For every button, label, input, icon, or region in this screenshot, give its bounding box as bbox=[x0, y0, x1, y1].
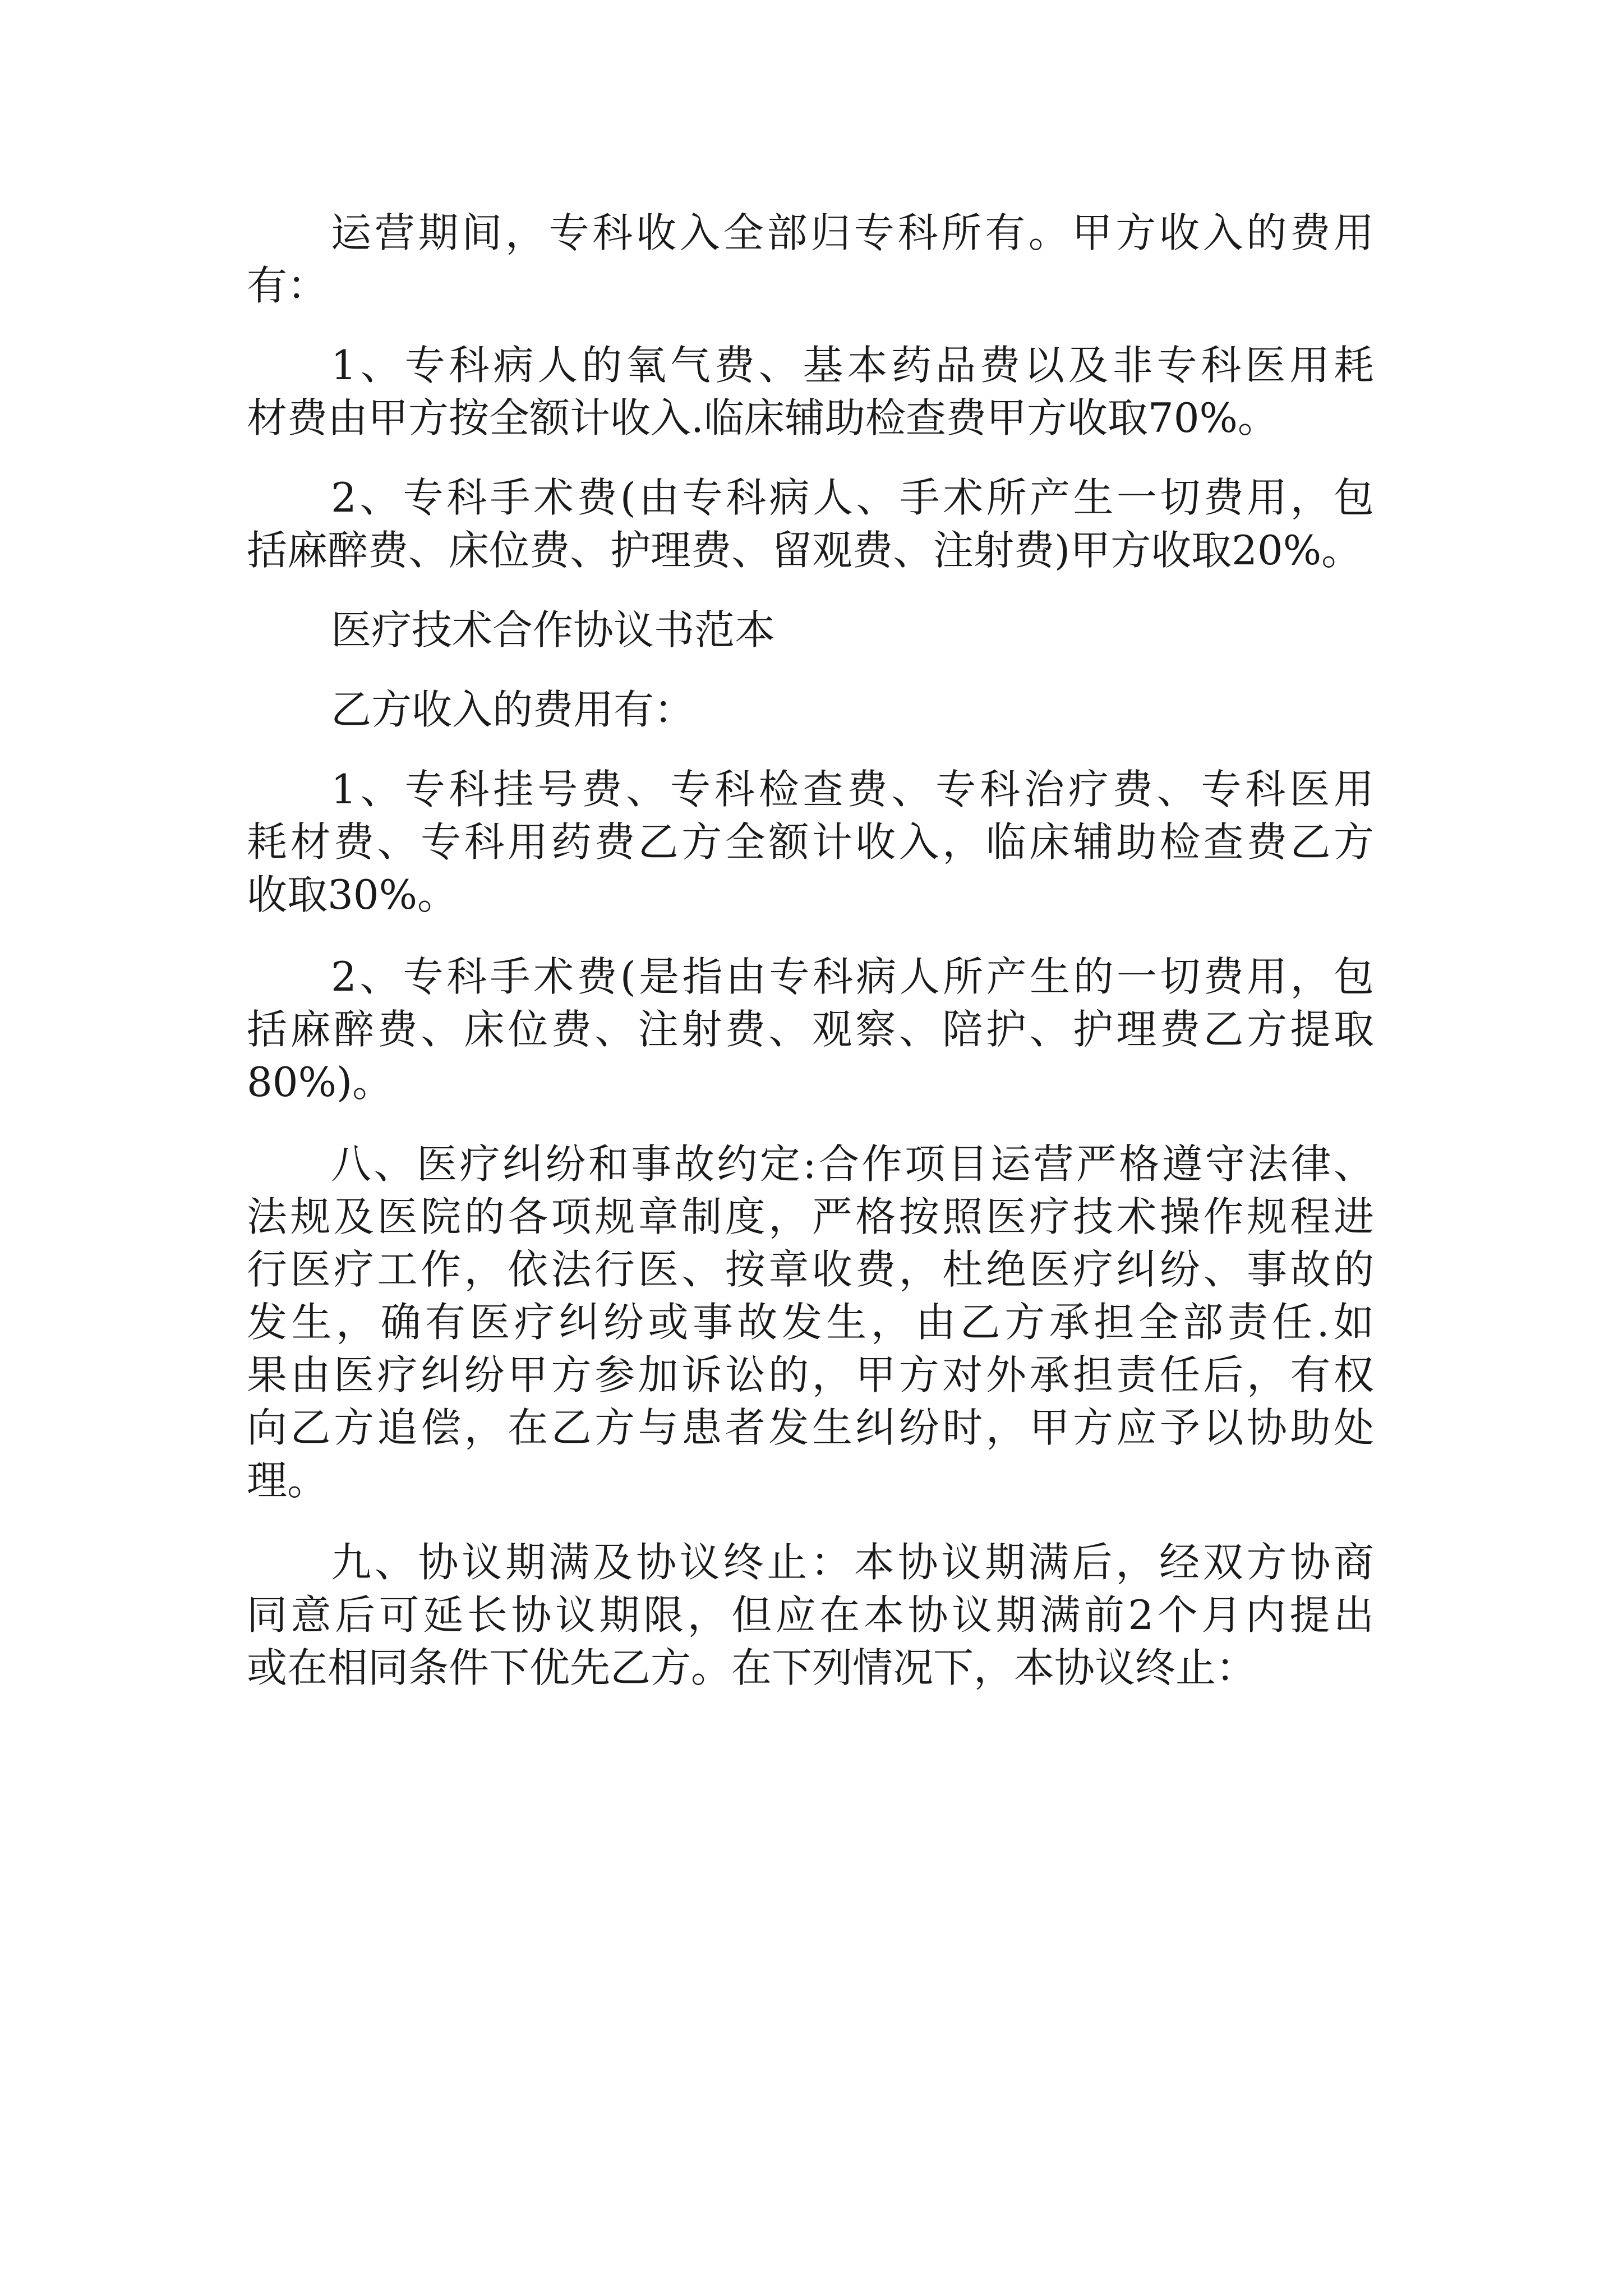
paragraph-section-8-disputes bbox=[247, 1138, 1374, 1507]
paragraph-section-9-termination bbox=[247, 1536, 1374, 1694]
paragraph-template-title bbox=[247, 604, 1374, 656]
text-line: 行医疗工作，依法行医、按章收费，杜绝医疗纠纷、事故的 bbox=[247, 1246, 1374, 1293]
text-line: 理。 bbox=[247, 1457, 328, 1504]
text-line: 乙方收入的费用有： bbox=[331, 686, 695, 733]
text-line: 收取30%。 bbox=[247, 871, 458, 918]
text-line: 2、专科手术费(由专科病人、手术所产生一切费用，包 bbox=[331, 474, 1374, 521]
text-line: 运营期间，专科收入全部归专科所有。甲方收入的费用 bbox=[331, 209, 1374, 256]
paragraph-party-b-intro bbox=[247, 683, 1374, 736]
text-line: 或在相同条件下优先乙方。在下列情况下，本协议终止： bbox=[247, 1644, 1257, 1691]
paragraph-party-a-item-1 bbox=[247, 339, 1374, 444]
text-line: 材费由甲方按全额计收入.临床辅助检查费甲方收取70%。 bbox=[247, 394, 1278, 441]
text-line: 向乙方追偿，在乙方与患者发生纠纷时，甲方应予以协助处 bbox=[247, 1404, 1374, 1451]
paragraph-party-b-item-1 bbox=[247, 763, 1374, 921]
text-line: 2、专科手术费(是指由专科病人所产生的一切费用，包 bbox=[331, 953, 1374, 1000]
text-line: 医疗技术合作协议书范本 bbox=[331, 606, 776, 654]
paragraph-income-intro bbox=[247, 206, 1374, 312]
paragraph-party-a-item-2 bbox=[247, 471, 1374, 577]
text-line: 1、专科挂号费、专科检查费、专科治疗费、专科医用 bbox=[331, 766, 1374, 813]
text-line: 法规及医院的各项规章制度，严格按照医疗技术操作规程进 bbox=[247, 1193, 1374, 1240]
text-line: 八、医疗纠纷和事故约定:合作项目运营严格遵守法律、 bbox=[331, 1140, 1374, 1188]
document-body bbox=[247, 206, 1374, 1694]
text-line: 九、协议期满及协议终止：本协议期满后，经双方协商 bbox=[331, 1539, 1374, 1586]
text-line: 发生，确有医疗纠纷或事故发生，由乙方承担全部责任.如 bbox=[247, 1299, 1374, 1346]
text-line: 有： bbox=[247, 262, 328, 309]
text-line: 括麻醉费、床位费、护理费、留观费、注射费)甲方收取20%。 bbox=[247, 527, 1362, 574]
text-line: 1、专科病人的氧气费、基本药品费以及非专科医用耗 bbox=[331, 342, 1374, 389]
text-line: 同意后可延长协议期限，但应在本协议期满前2个月内提出 bbox=[247, 1591, 1374, 1639]
text-line: 果由医疗纠纷甲方参加诉讼的，甲方对外承担责任后，有权 bbox=[247, 1351, 1374, 1398]
text-line: 括麻醉费、床位费、注射费、观察、陪护、护理费乙方提取 bbox=[247, 1006, 1374, 1053]
text-line: 耗材费、专科用药费乙方全额计收入，临床辅助检查费乙方 bbox=[247, 818, 1374, 866]
text-line: 80%)。 bbox=[247, 1059, 393, 1106]
paragraph-party-b-item-2 bbox=[247, 950, 1374, 1108]
